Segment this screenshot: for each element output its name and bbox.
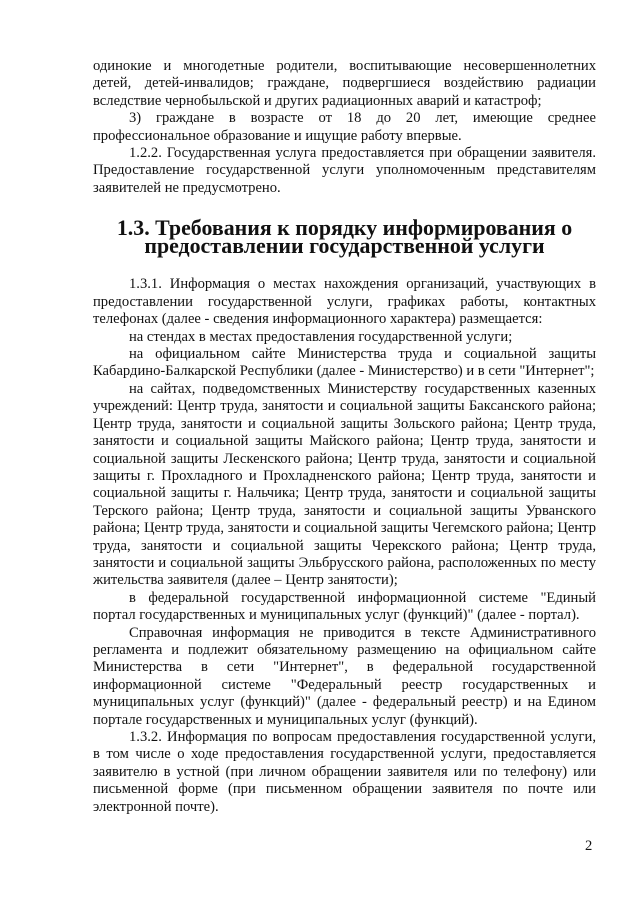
paragraph-stands: на стендах в местах предоставления государственной услуги;: [129, 328, 513, 345]
paragraph-reference-info: Справочная информация не приводится в тексте Административного регламента и подлежит обязательному размещению на официальном сайте Министерства в сети "Интернет", в федеральной государственной информационной системе "Федеральный реестр государственных и муниципальных услуг (функций)" (далее - федеральный реестр) и на Едином портале государственных и муниципальных услуг (функций).: [93, 624, 596, 728]
paragraph-1-3-1: 1.3.1. Информация о местах нахождения организаций, участвующих в предоставлении государственной услуги, графиках работы, контактных телефонах (далее - сведения информационного характера) размещается:: [93, 276, 596, 328]
paragraph-subordinate-sites: на сайтах, подведомственных Министерству государственных казенных учреждений: Центр труда, занятости и социальной защиты Баксанского района; Центр труда, занятости и социальной защиты Зольского района; Центр труда, занятости и социальной защиты Майского района; Центр труда, занятости и социальной защиты Лескенского района; Центр труда, занятости и социальной защиты г. Прохладного и Прохладненского района; Центр труда, занятости и социальной защиты г. Нальчика; Центр труда, занятости и социальной защиты Терского района; Центр труда, занятости и социальной защиты Урванского района; Центр труда, занятости и социальной защиты Чегемского района; Центр труда, занятости и социальной защиты Черекского района; Центр труда, занятости и социальной защиты Эльбрусского района, расположенных по месту жительства заявителя (далее – Центр занятости);: [93, 380, 596, 589]
page-number: 2: [585, 838, 593, 854]
document-page: [93, 58, 596, 816]
paragraph-continuation: одинокие и многодетные родители, воспитывающие несовершеннолетних детей, детей-инвалидов; граждане, подвергшиеся воздействию радиации вследствие чернобыльской и других радиационных аварий и катастроф;: [93, 58, 596, 109]
paragraph-item-3: 3) граждане в возрасте от 18 до 20 лет, имеющие среднее профессиональное образование и ищущие работу впервые.: [93, 110, 596, 144]
paragraph-1-2-2: 1.2.2. Государственная услуга предоставляется при обращении заявителя. Предоставление государственной услуги уполномоченным представителям заявителей не предусмотрено.: [93, 145, 596, 196]
paragraph-federal-portal: в федеральной государственной информационной системе "Единый портал государственных и муниципальных услуг (функций)" (далее - портал).: [93, 589, 596, 624]
paragraph-1-3-2: 1.3.2. Информация по вопросам предоставления государственной услуги, в том числе о ходе предоставления государственной услуги, предоставляется заявителю в устной (при личном обращении заявителя или по телефону) или письменной форме (при письменном обращении заявителя по почте или электронной почте).: [93, 729, 596, 815]
paragraph-official-site: на официальном сайте Министерства труда и социальной защиты Кабардино-Балкарской Республики (далее - Министерство) и в сети "Интернет";: [93, 346, 596, 380]
section-heading-1-3: 1.3. Требования к порядку информирования о предоставлении государственной услуги: [116, 215, 573, 258]
